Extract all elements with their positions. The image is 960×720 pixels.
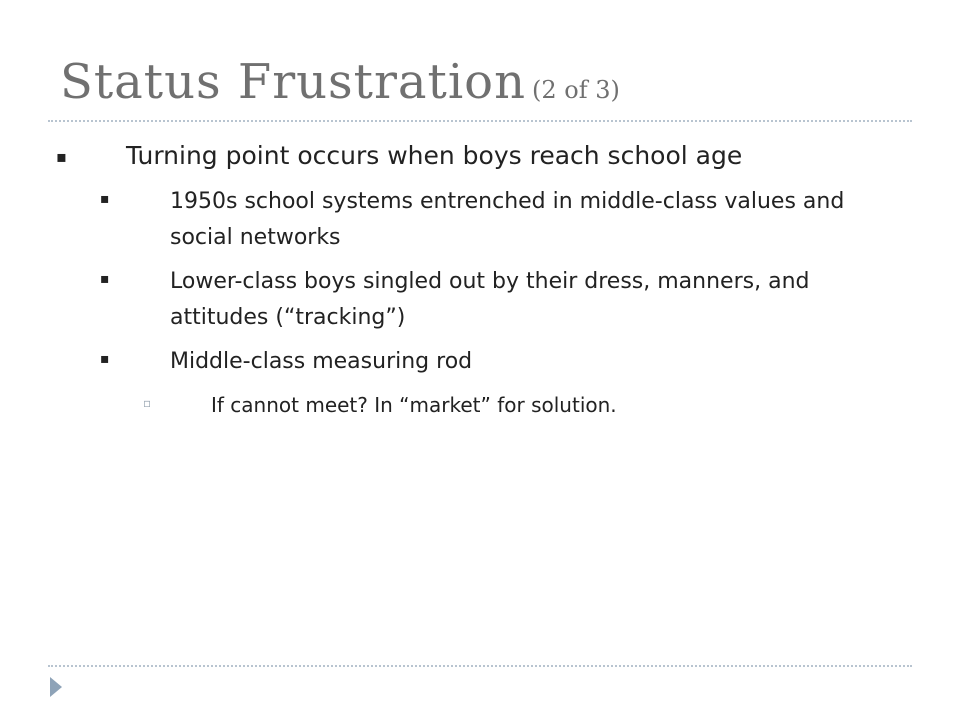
bullet-marker: ▪ (56, 147, 67, 166)
triangle-right-icon[interactable] (50, 677, 62, 697)
bullet-marker: ▫ (143, 396, 152, 410)
bullet-text: 1950s school systems entrenched in middle-class values and social networks (170, 189, 845, 250)
bullet-text: Lower-class boys singled out by their dress, manners, and attitudes (“tracking”) (170, 269, 810, 330)
bullet-marker: ▪ (100, 191, 110, 207)
bullet-text: If cannot meet? In “market” for solution. (211, 393, 617, 417)
top-divider (48, 120, 912, 122)
bullet-marker: ▪ (100, 351, 110, 367)
slide-title (60, 52, 620, 120)
bottom-divider (48, 665, 912, 667)
bullet-text: Middle-class measuring rod (170, 349, 473, 374)
bullet-marker: ▪ (100, 271, 110, 287)
slide-title-text: Status Frustration (60, 54, 526, 110)
slide-title-page-indicator: (2 of 3) (531, 76, 620, 104)
bullet-text: Turning point occurs when boys reach school age (126, 141, 743, 170)
